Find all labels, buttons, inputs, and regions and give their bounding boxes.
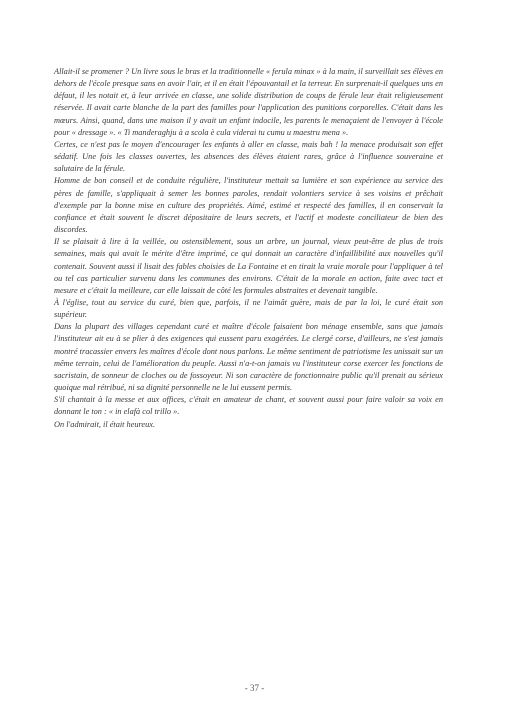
paragraph-3: Homme de bon conseil et de conduite régulière, l'instituteur mettait sa lumière et son expérience au service des pères de famille, s'appliquait à semer les bonnes paroles, rendait volontiers service à ses voisins et prêchait d'exemple par la bonne mise en culture des propriétés. Aimé, estimé et respecté des familles, il en conservait la confiance et était souvent le discret dépositaire de leurs secrets, et l'actif et modeste conciliateur de bien des discordes. xyxy=(54,176,443,235)
paragraph-1: Allait-il se promener ? Un livre sous le bras et la traditionnelle « ferula minax » à la main, il surveillait ses élèves en dehors de l'école presque sans en avoir l'air, et il en était l'épouvantail et la terreur. En surprenait-il quelques uns en défaut, il les notait et, à leur arrivée en classe, une solide distribution de coups de férule leur était religieusement réservée. Il avait carte blanche de la part des familles pour l'application des punitions corporelles. C'était dans les mœurs. Ainsi, quand, dans une maison il y avait un enfant indocile, les parents le menaçaient de l'envoyer à l'école pour « dressage ». « Ti manderaghju à a scola è cula viderai tu cumu u maestru mena ». xyxy=(54,67,443,137)
paragraph-7: S'il chantait à la messe et aux offices, c'était en amateur de chant, et souvent aussi pour faire valoir sa voix en donnant le ton : « in elafà col trillo ». xyxy=(54,395,443,417)
paragraph-6: Dans la plupart des villages cependant curé et maître d'école faisaient bon ménage ensemble, sans que jamais l'instituteur ait eu à se plier à des exigences qui eussent paru exagérées. Le clergé corse, d'ailleurs, ne s'est jamais montré tracassier envers les maîtres d'école dont nous parlons. Le même sentiment de patriotisme les unissait sur un même terrain, celui de l'amélioration du peuple. Aussi n'a-t-on jamais vu l'instituteur corse exercer les fonctions de sacristain, de sonneur de cloches ou de fossoyeur. Ni son caractère de fonctionnaire public qu'il prenait au sérieux quoique mal rétribué, ni sa dignité personnelle ne le lui eussent permis. xyxy=(54,322,443,393)
paragraph-4: Il se plaisait à lire à la veillée, ou ostensiblement, sous un arbre, un journal, vieux peut-être de plus de trois semaines, mais qui avait le mérite d'être imprimé, ce qui donnait un caractère d'infaillibilité aux nouvelles qu'il contenait. Souvent aussi il lisait des fables choisies de La Fontaine et en tirait la vraie morale pour l'appliquer à tel ou tel cas particulier survenu dans les communes des environs. C'était de la morale en action, faite avec tact et mesure et c'était la meilleure, car elle laissait de côté les formules abstraites et devenait tangible. xyxy=(54,237,443,295)
paragraph-8: On l'admirait, il était heureux. xyxy=(54,419,156,429)
paragraph-5: À l'église, tout au service du curé, bien que, parfois, il ne l'aimât guère, mais de par la loi, le curé était son supérieur. xyxy=(54,297,443,320)
paragraph-2: Certes, ce n'est pas le moyen d'encourager les enfants à aller en classe, mais bah ! la menace produisait son effet sédatif. Une fois les classes ouvertes, les absences des élèves étaient rares, grâce à l'influence souveraine et salutaire de la férule. xyxy=(54,139,443,174)
page-number: - 37 - xyxy=(244,683,265,693)
body-text xyxy=(54,66,443,431)
